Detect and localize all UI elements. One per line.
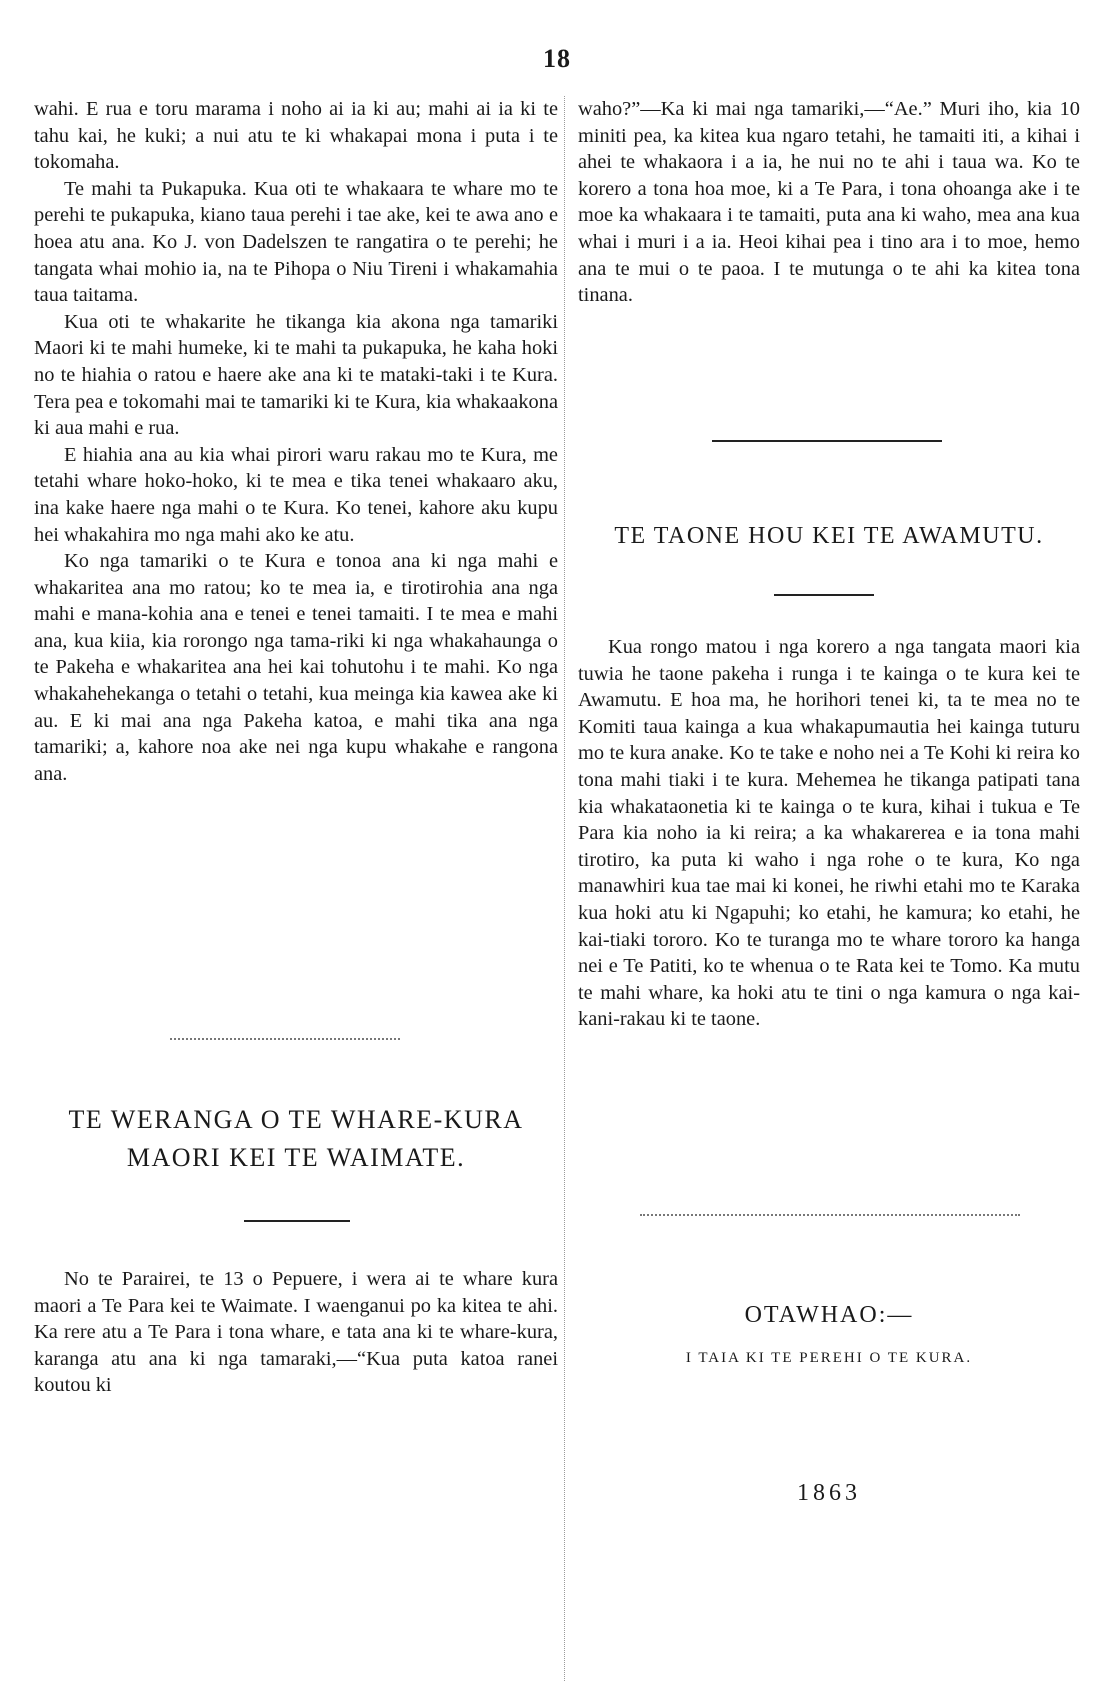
left-paragraph-5: Ko nga tamariki o te Kura e tonoa ana ki nga mahi e whakaritea ana mo ratou; ko te mea ia, e tirotirohia ana nga mahi e mana-kohia ana e tenei e tenei tamaiti. I te mea e mahi ana, kua kiia, kia rorongo nga tama-riki ki nga whakahaunga o te Pakeha e whakaritea ana hei kai tohutohu i te mahi. Ko nga whakahehekanga o tetahi o tetahi, kua meinga kia kawea ake ki au. E ki mai ana nga Pakeha katoa, e mahi tika ana nga tamariki; a, kahore noa ake nei nga kupu whakahe e rangona ana. bbox=[34, 550, 558, 785]
column-divider bbox=[564, 96, 565, 1681]
section-separator-right bbox=[712, 440, 942, 442]
left-paragraph-2: Te mahi ta Pukapuka. Kua oti te whakaara te whare mo te perehi te pukapuka, kiano taua perehi i tae ake, kei te awa ano e hoea atu ana. Ko J. von Dadelszen te rangatira o te perehi; he tangata whai mohio ia, na te Pihopa o Niu Tireni i whakamahia taua taitama. bbox=[34, 177, 558, 307]
imprint-subtitle: I TAIA KI TE PEREHI O TE KURA. bbox=[685, 1350, 973, 1366]
left-column-after-heading bbox=[34, 1266, 558, 1399]
imprint-year: 1863 bbox=[797, 1480, 861, 1506]
left-paragraph-3: Kua oti te whakarite he tikanga kia akona nga tamariki Maori ki te mahi humeke, ki te mahi ta pukapuka, he kaha hoki no te hiahia o ratou e haere ake ana ki te mataki-taki i te Kura. Tera pea e tokomahi mai te tamariki ki te Kura, kia whakaakona ki aua mahi e rua. bbox=[34, 310, 558, 440]
awamutu-paragraph: Kua rongo matou i nga korero a nga tangata maori kia tuwia he taone pakeha i runga i te kainga o te kura kei te Awamutu. E hoa ma, he horihori tenei ki, ta te mea no te Komiti taua kainga a kua whakapumautia hei kainga tuturu mo te kura anake. Ko te take e noho nei a Te Kohi ki reira ko tona mahi tiaki i te kura. Mehemea he tikanga patipati tana kia whakataonetia ki te kainga o te kura, kihai i tukua e Te Para kia noho ia ki reira; a ka whakarerea e ia tona mahi tirotiro, ka puta ki waho i nga rohe o te kura, Ko nga manawhiri kua tae mai ki konei, he riwhi etahi mo te Karaka kua hoki atu ki Ngapuhi; ko etahi, he kamura; ko etahi, he kai-tiaki tororo. Ko te turanga mo te whare tororo ka hanga nei e Te Patiti, ko te whenua o te Rata kei te Tomo. Ka mutu te mahi whare, ka hoki atu te tini o nga kamura o nga kai-kani-rakau ki te taone. bbox=[578, 636, 1080, 1031]
fire-story-paragraph: No te Parairei, te 13 o Pepuere, i wera ai te whare kura maori a Te Para kei te Waimate. I waenganui po ka kitea te ahi. Ka rere atu a Te Para i tona whare, e tata ana ki te whare-kura, karanga atu ana ki nga tamaraki,—“Kua puta katoa ranei koutou ki bbox=[34, 1268, 558, 1397]
right-column bbox=[578, 96, 1080, 309]
left-column bbox=[34, 96, 558, 787]
awamutu-heading-rule bbox=[774, 594, 874, 596]
section-heading-line-2: MAORI KEI TE WAIMATE. bbox=[126, 1143, 466, 1172]
right-column-awamutu bbox=[578, 634, 1080, 1033]
section-separator-bottom bbox=[640, 1214, 1020, 1216]
imprint-title: OTAWHAO:— bbox=[744, 1302, 914, 1328]
awamutu-heading: TE TAONE HOU KEI TE AWAMUTU. bbox=[614, 523, 1044, 549]
page-number: 18 bbox=[543, 44, 571, 73]
right-paragraph-1: waho?”—Ka ki mai nga tamariki,—“Ae.” Muri iho, kia 10 miniti pea, ka kitea kua ngaro tetahi, he tamaiti iti, a kihai i ahei te whakaora i a ia, he nui no te ahi i taua wa. Ko te korero a tona hoa moe, ki a Te Para, i tona ohoanga ake i te moe ka whakaara i te tamaiti, puta ana ki waho, mea ana kua whai i muri i a ia. Heoi kihai pea i tino ara i to moe, hemo ana te mui o te paoa. I te mutunga o te ahi ka kitea tona tinana. bbox=[578, 98, 1080, 307]
section-heading-line-1: TE WERANGA O TE WHARE-KURA bbox=[68, 1105, 524, 1134]
left-paragraph-4: E hiahia ana au kia whai pirori waru rakau mo te Kura, me tetahi whare hoko-hoko, ki te mea e tika tenei whakaaro aku, ina kake haere nga mahi o te Kura. Ko tenei, kahore aku kupu hei whakahira mo nga mahi ako ke atu. bbox=[34, 443, 558, 546]
heading-rule bbox=[244, 1220, 350, 1222]
left-paragraph-1: wahi. E rua e toru marama i noho ai ia ki au; mahi ai ia ki te tahu kai, he kuki; a nui atu te ki whakapai mona i puta i te tokomaha. bbox=[34, 98, 558, 174]
section-separator bbox=[170, 1038, 400, 1040]
